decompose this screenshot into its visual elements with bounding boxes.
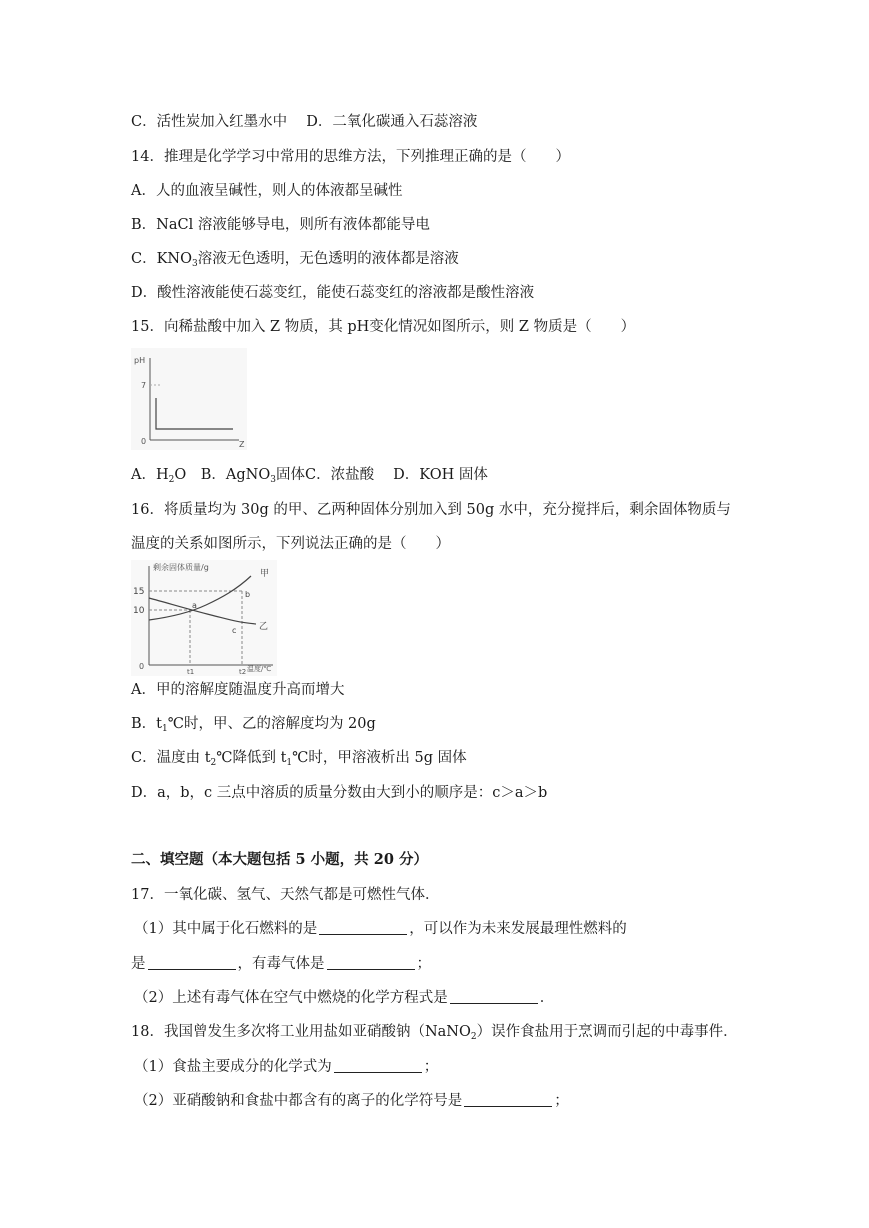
point-b: b: [245, 590, 251, 599]
answer-blank[interactable]: [319, 920, 407, 935]
q18-stem: 18．我国曾发生多次将工业用盐如亚硝酸钠（NaNO$_2$）误作食盐用于烹调而引起的中毒事件．: [131, 1024, 738, 1042]
answer-blank[interactable]: [148, 955, 236, 970]
answer-blank[interactable]: [450, 989, 538, 1004]
figure-background: [131, 560, 277, 676]
q16-stem-line1: 16．将质量均为 30g 的甲、乙两种固体分别加入到 50g 水中，充分搅拌后，剩余固体物质与: [131, 502, 731, 518]
q17-part1-line2: 是 ，有毒气体是 ；: [131, 956, 431, 972]
series-label-yi: 乙: [259, 622, 269, 632]
q16-option-c: C．温度由 $t_2℃$降低到 $t_1℃$时，甲溶液析出 5g 固体: [131, 750, 467, 768]
figure-background: [131, 348, 247, 450]
q14-option-b: B．NaCl 溶液能够导电，则所有液体都能导电: [131, 217, 430, 233]
q13-option-d: D．二氧化碳通入石蕊溶液: [306, 114, 478, 130]
q16-option-b: B．$t_1℃$时，甲、乙的溶解度均为 20g: [131, 716, 376, 734]
q13-options-cd: [131, 112, 477, 132]
answer-blank[interactable]: [334, 1058, 422, 1073]
tick-15: 15: [133, 587, 145, 597]
q15-options: A．$H_2O$ B．AgNO$_3$固体C．浓盐酸 D．KOH 固体: [131, 467, 488, 485]
origin-label: 0: [139, 662, 145, 671]
q14-option-c: C．$KNO_3$溶液无色透明，无色透明的液体都是溶液: [131, 251, 459, 269]
q14-option-a: A．人的血液呈碱性，则人的体液都呈碱性: [131, 183, 403, 199]
answer-blank[interactable]: [464, 1092, 552, 1107]
q17-part1-line1: （1）其中属于化石燃料的是 ，可以作为未来发展最理性燃料的: [134, 921, 627, 937]
q13-option-c: C．活性炭加入红墨水中: [131, 114, 288, 130]
x-label: 温度/℃: [247, 665, 272, 673]
q17-stem: 17．一氧化碳、氢气、天然气都是可燃性气体．: [131, 887, 440, 903]
y-label: 剩余固体质量/g: [153, 563, 209, 572]
point-a: a: [192, 601, 197, 610]
q15-stem: 15．向稀盐酸中加入 Z 物质，其 pH变化情况如图所示，则 Z 物质是（ ）: [131, 319, 636, 335]
section-2-heading: 二、填空题（本大题包括 5 小题，共 20 分）: [131, 851, 428, 868]
q16-stem-line2: 温度的关系如图所示，下列说法正确的是（ ）: [131, 536, 450, 552]
tick-t2: t2: [239, 668, 247, 676]
origin-label: 0: [141, 437, 147, 446]
q18-part1: （1）食盐主要成分的化学式为 ；: [134, 1059, 439, 1075]
q16-option-d: D．a，b，c 三点中溶质的质量分数由大到小的顺序是：c＞a＞b: [131, 785, 548, 801]
series-label-jia: 甲: [260, 569, 270, 579]
q18-part2: （2）亚硝酸钠和食盐中都含有的离子的化学符号是 ；: [134, 1093, 569, 1109]
q14-stem: 14．推理是化学学习中常用的思维方法，下列推理正确的是（ ）: [131, 149, 570, 165]
answer-blank[interactable]: [327, 955, 415, 970]
q14-option-d: D．酸性溶液能使石蕊变红，能使石蕊变红的溶液都是酸性溶液: [131, 285, 535, 301]
y-label: pH: [134, 356, 146, 365]
q16-solubility-figure: [131, 560, 277, 676]
tick-t1: t1: [187, 668, 195, 676]
point-c: c: [232, 626, 237, 635]
tick-7: 7: [141, 381, 147, 390]
tick-10: 10: [133, 606, 145, 616]
q15-ph-figure: [131, 348, 247, 450]
q16-option-a: A．甲的溶解度随温度升高而增大: [131, 682, 345, 698]
x-label: Z: [239, 440, 245, 449]
q17-part2: （2）上述有毒气体在空气中燃烧的化学方程式是 ．: [134, 990, 555, 1006]
